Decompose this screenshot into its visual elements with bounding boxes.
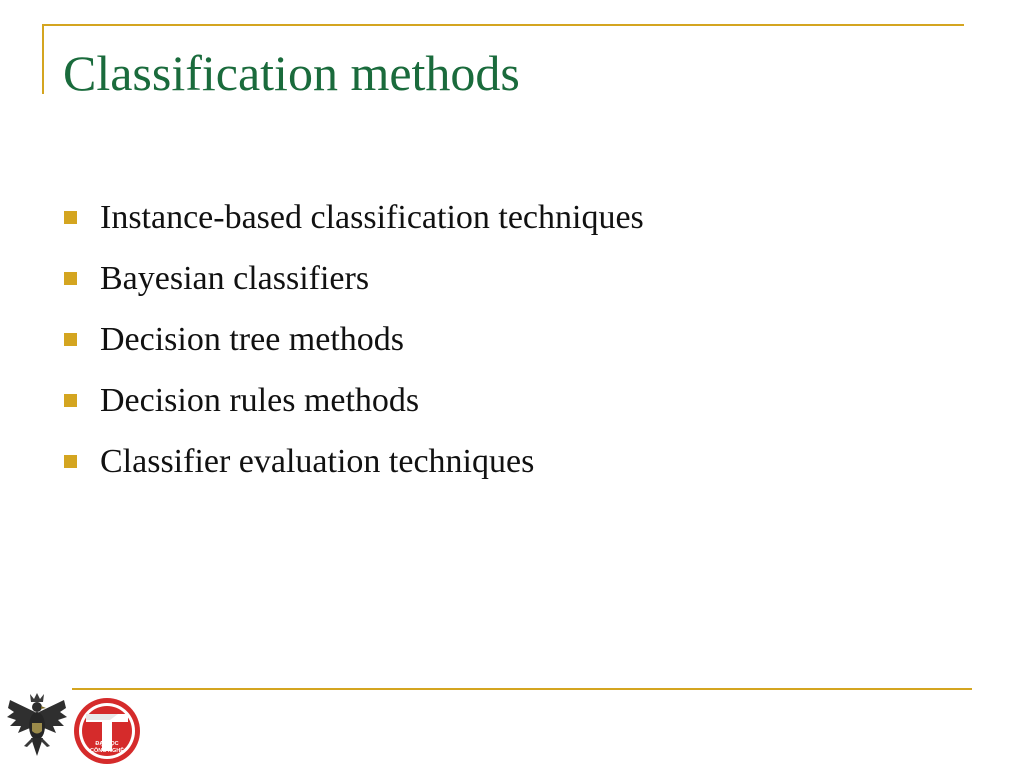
bullet-item xyxy=(64,370,644,431)
bullet-item xyxy=(64,309,644,370)
bullet-text: Classifier evaluation techniques xyxy=(100,442,535,480)
bullet-text: Bayesian classifiers xyxy=(100,259,370,297)
square-bullet-icon xyxy=(64,272,77,285)
footer-rule xyxy=(72,688,972,690)
bullet-text: Decision rules methods xyxy=(100,381,420,419)
bullet-list xyxy=(64,187,644,492)
bullet-text: Instance-based classification techniques xyxy=(100,198,644,236)
bullet-item xyxy=(64,248,644,309)
square-bullet-icon xyxy=(64,333,77,346)
square-bullet-icon xyxy=(64,211,77,224)
university-logo-icon xyxy=(72,696,142,766)
bullet-text: Decision tree methods xyxy=(100,320,405,358)
logo-text-line2: CÔNG NGHỆ xyxy=(90,748,124,754)
logo-text-line1: ĐẠI HỌC xyxy=(95,741,119,747)
title-top-rule xyxy=(43,24,964,26)
bullet-item xyxy=(64,187,644,248)
bullet-item xyxy=(64,431,644,492)
eagle-emblem-icon xyxy=(4,690,70,764)
square-bullet-icon xyxy=(64,394,77,407)
slide-title: Classification methods xyxy=(63,45,520,101)
title-left-rule xyxy=(42,24,44,94)
square-bullet-icon xyxy=(64,455,77,468)
